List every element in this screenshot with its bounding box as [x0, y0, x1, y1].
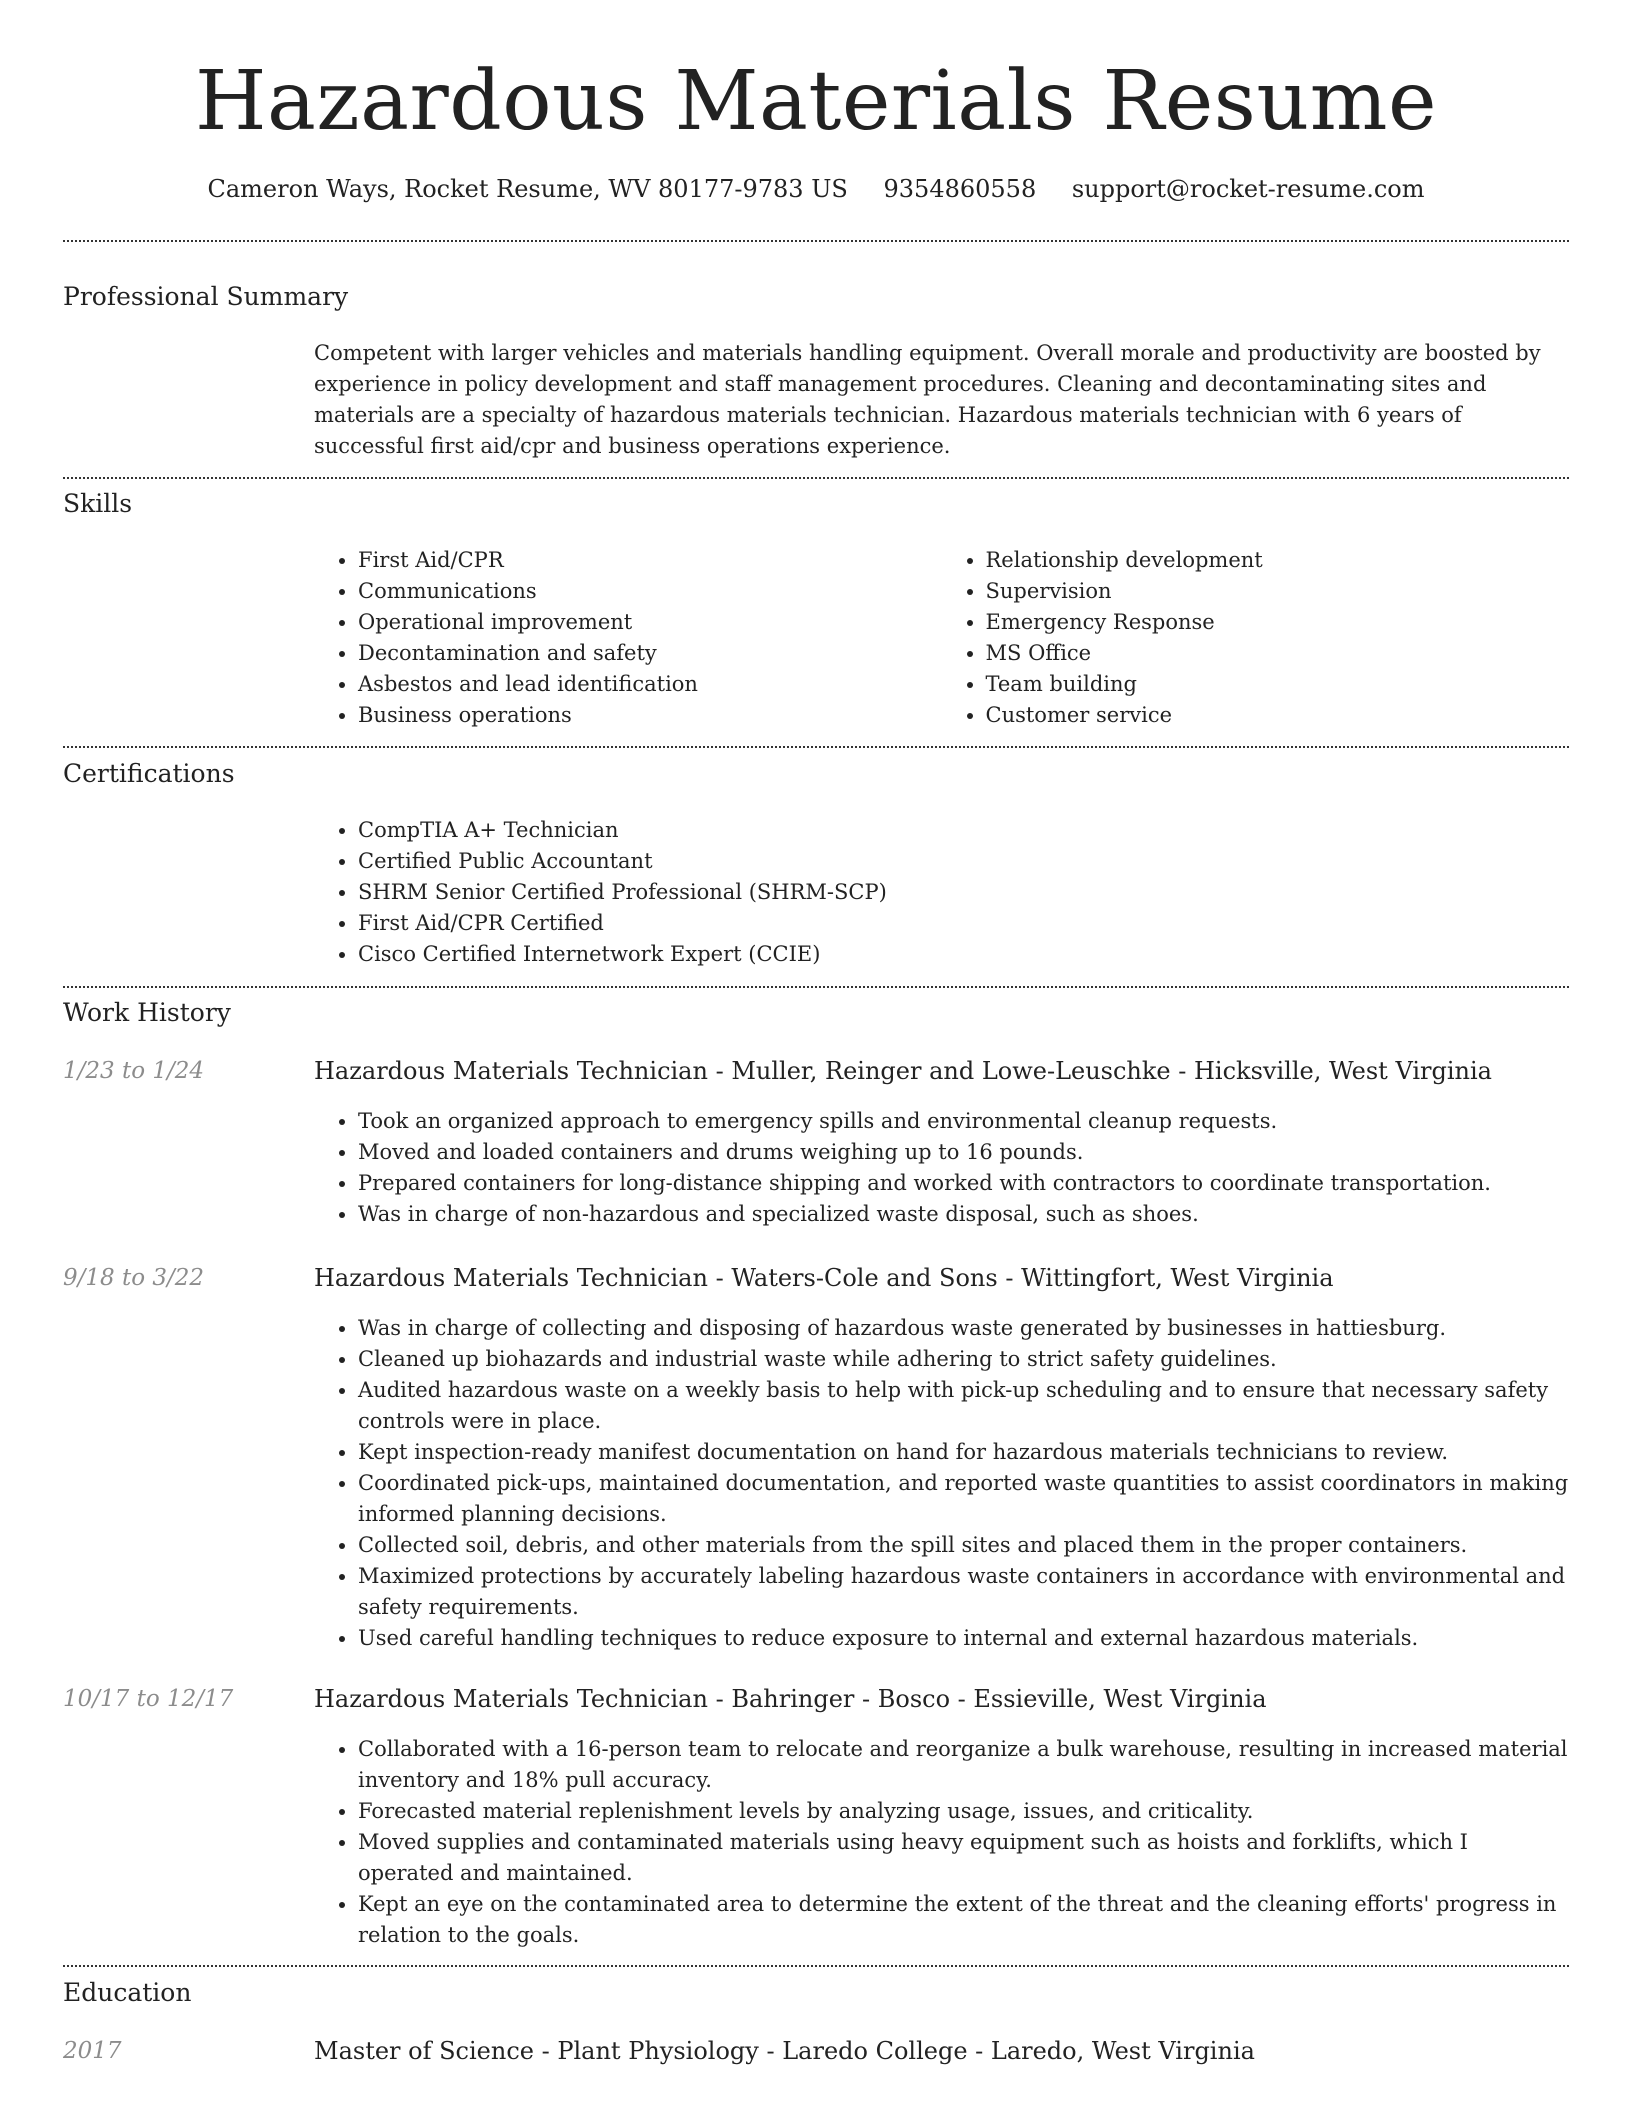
job-bullet: • Kept an eye on the contaminated area to determine the extent of the threat and the cleaning efforts' progress in relation to the goals.	[358, 1889, 1569, 1951]
job-bullet: • Prepared containers for long-distance shipping and worked with contractors to coordinate transportation.	[358, 1168, 1569, 1199]
section-divider	[63, 1965, 1569, 1967]
job-bullet-list	[314, 1106, 1569, 1230]
address: Cameron Ways, Rocket Resume, WV 80177-9783 US	[207, 175, 848, 203]
certification-item: • CompTIA A+ Technician	[358, 815, 1569, 846]
skill-item: • Business operations	[358, 700, 942, 731]
job-dates: 9/18 to 3/22	[63, 1265, 205, 1291]
certification-item: • Certified Public Accountant	[358, 846, 1569, 877]
phone: 9354860558	[883, 175, 1037, 203]
job-bullet: • Forecasted material replenishment levels by analyzing usage, issues, and criticality.	[358, 1796, 1569, 1827]
job-bullets	[314, 1734, 1569, 1951]
job-title: Hazardous Materials Technician - Waters-Cole and Sons - Wittingfort, West Virginia	[314, 1264, 1334, 1292]
job-bullet: • Cleaned up biohazards and industrial waste while adhering to strict safety guidelines.	[358, 1344, 1569, 1375]
job-bullet-list	[314, 1734, 1569, 1951]
summary-text: Competent with larger vehicles and materials handling equipment. Overall morale and productivity are boosted by experience in policy development and staff management procedures. Cleaning and decontaminating sites and materials are a specialty of hazardous materials technician. Hazardous materials technician with 6 years of successful first aid/cpr and business operations experience.	[314, 341, 1541, 458]
resume-title: Hazardous Materials Resume	[195, 54, 1437, 149]
section-divider	[63, 477, 1569, 479]
job-bullet: • Coordinated pick-ups, maintained documentation, and reported waste quantities to assist coordinators in making informed planning decisions.	[358, 1468, 1569, 1530]
job-bullet: • Collected soil, debris, and other materials from the spill sites and placed them in the proper containers.	[358, 1530, 1569, 1561]
skill-item: • First Aid/CPR	[358, 545, 942, 576]
skills-list-left	[314, 545, 942, 731]
job-bullet: • Collaborated with a 16-person team to relocate and reorganize a bulk warehouse, resulting in increased material inventory and 18% pull accuracy.	[358, 1734, 1569, 1796]
job-bullets	[314, 1313, 1569, 1654]
summary-heading: Professional Summary	[63, 282, 349, 311]
skills-list-right	[942, 545, 1570, 731]
skill-item: • Relationship development	[986, 545, 1570, 576]
email: support@rocket-resume.com	[1071, 175, 1425, 203]
work-history-heading: Work History	[63, 998, 231, 1027]
job-bullet: • Kept inspection-ready manifest documentation on hand for hazardous materials technicians to review.	[358, 1437, 1569, 1468]
job-bullet: • Maximized protections by accurately labeling hazardous waste containers in accordance with environmental and safety requirements.	[358, 1561, 1569, 1623]
skill-item: • Operational improvement	[358, 607, 942, 638]
skill-item: • Communications	[358, 576, 942, 607]
skill-item: • MS Office	[986, 638, 1570, 669]
skill-item: • Customer service	[986, 700, 1570, 731]
section-divider	[63, 746, 1569, 748]
job-bullets	[314, 1106, 1569, 1230]
skills-columns	[314, 545, 1569, 731]
job-bullet: • Used careful handling techniques to reduce exposure to internal and external hazardous materials.	[358, 1623, 1569, 1654]
job-bullet: • Took an organized approach to emergency spills and environmental cleanup requests.	[358, 1106, 1569, 1137]
section-divider	[63, 240, 1569, 242]
skill-item: • Emergency Response	[986, 607, 1570, 638]
education-year: 2017	[63, 2038, 122, 2064]
job-bullet: • Was in charge of non-hazardous and specialized waste disposal, such as shoes.	[358, 1199, 1569, 1230]
job-bullet-list	[314, 1313, 1569, 1654]
certification-item: • First Aid/CPR Certified	[358, 908, 1569, 939]
skills-block	[314, 545, 1569, 731]
contact-line	[0, 174, 1632, 204]
certification-item: • Cisco Certified Internetwork Expert (CCIE)	[358, 939, 1569, 970]
section-divider	[63, 986, 1569, 988]
certifications-list	[314, 815, 1569, 970]
job-bullet: • Was in charge of collecting and disposing of hazardous waste generated by businesses in hattiesburg.	[358, 1313, 1569, 1344]
education-heading: Education	[63, 1978, 192, 2007]
job-bullet: • Moved supplies and contaminated materials using heavy equipment such as hoists and forklifts, which I operated and maintained.	[358, 1827, 1569, 1889]
certifications-block	[314, 815, 1569, 970]
job-title: Hazardous Materials Technician - Muller, Reinger and Lowe-Leuschke - Hicksville, West Virginia	[314, 1057, 1492, 1085]
skill-item: • Team building	[986, 669, 1570, 700]
skills-heading: Skills	[63, 489, 133, 518]
job-dates: 10/17 to 12/17	[63, 1686, 234, 1712]
education-degree: Master of Science - Plant Physiology - Laredo College - Laredo, West Virginia	[314, 2037, 1255, 2065]
skill-item: • Decontamination and safety	[358, 638, 942, 669]
skill-item: • Asbestos and lead identification	[358, 669, 942, 700]
job-bullet: • Audited hazardous waste on a weekly basis to help with pick-up scheduling and to ensure that necessary safety controls were in place.	[358, 1375, 1569, 1437]
job-dates: 1/23 to 1/24	[63, 1058, 205, 1084]
certifications-heading: Certifications	[63, 759, 235, 788]
skill-item: • Supervision	[986, 576, 1570, 607]
summary-block	[314, 338, 1569, 462]
job-title: Hazardous Materials Technician - Bahringer - Bosco - Essieville, West Virginia	[314, 1685, 1267, 1713]
job-bullet: • Moved and loaded containers and drums weighing up to 16 pounds.	[358, 1137, 1569, 1168]
certification-item: • SHRM Senior Certified Professional (SHRM-SCP)	[358, 877, 1569, 908]
